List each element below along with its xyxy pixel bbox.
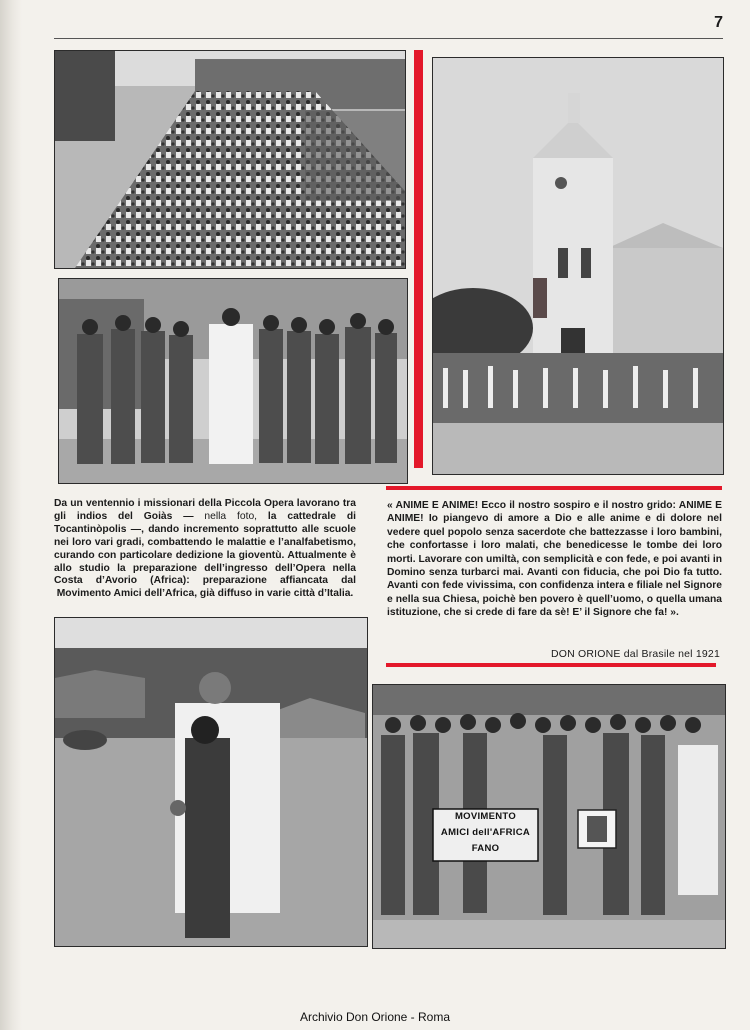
archive-footer: Archivio Don Orione - Roma: [299, 1010, 451, 1024]
left-caption: [54, 498, 356, 601]
red-rule-top: [386, 486, 722, 490]
banner-movimento: [433, 809, 538, 861]
top-rule: [54, 38, 723, 39]
banner-line-3: FANO: [471, 843, 500, 854]
caption-text-1: Da un ventennio i missionari della Piccola Opera lavorano tra gli indios del Goiàs —: [54, 498, 356, 522]
photo-cathedral: [432, 57, 724, 475]
photo-movimento-group: [372, 684, 726, 949]
photo-group-with-missionary: [58, 278, 408, 484]
page-binding-edge: [0, 0, 22, 1030]
caption-text-3: la cattedrale di Tocantinòpolis —, dando incremento soprattutto alle scuole nei loro vari gradi, combattendo le malattie e l’analfabetismo, curando con particolare dedizione la gioventù. Attualmente è allo studio la preparazione dell’ingresso dell’Opera nella Costa d’Avorio (Africa): preparazione affiancata dal Movimento Amici dell’Africa, già diffuso in varie città d’Italia.: [54, 510, 356, 600]
page-number: 7: [714, 14, 723, 31]
red-rule-bottom: [386, 663, 716, 667]
quote-signature: DON ORIONE dal Brasile nel 1921: [550, 648, 720, 660]
photo-missionary-with-child: [54, 617, 368, 947]
don-orione-quote: « ANIME E ANIME! Ecco il nostro sospiro e il nostro grido: ANIME E ANIME! Io piangevo di amore a Dio e alle anime e di dolore nel vedere quel popolo senza sacerdote che battezzasse i loro bambini, che confortasse i loro malati, che benedicesse le tombe dei loro morti. Lavorare con umiltà, con semplicità e con fede, e poi avanti in Domino senza turbarci mai. Avanti con fiducia, che poi Dio fa tutto. Avanti con fede vivissima, con confidenza intera e filiale nel Signore e nella sua Chiesa, poichè ben povero è quell’uomo, o quella umana istituzione, che si crede di fare da sè! E’ il Signore che fa! ».: [387, 500, 722, 619]
red-vertical-bar: [414, 50, 423, 468]
photo-procession: [54, 50, 406, 269]
banner-line-2: AMICI dell'AFRICA: [440, 827, 531, 838]
caption-text-2: nella foto,: [204, 510, 258, 522]
banner-line-1: MOVIMENTO: [454, 811, 517, 822]
